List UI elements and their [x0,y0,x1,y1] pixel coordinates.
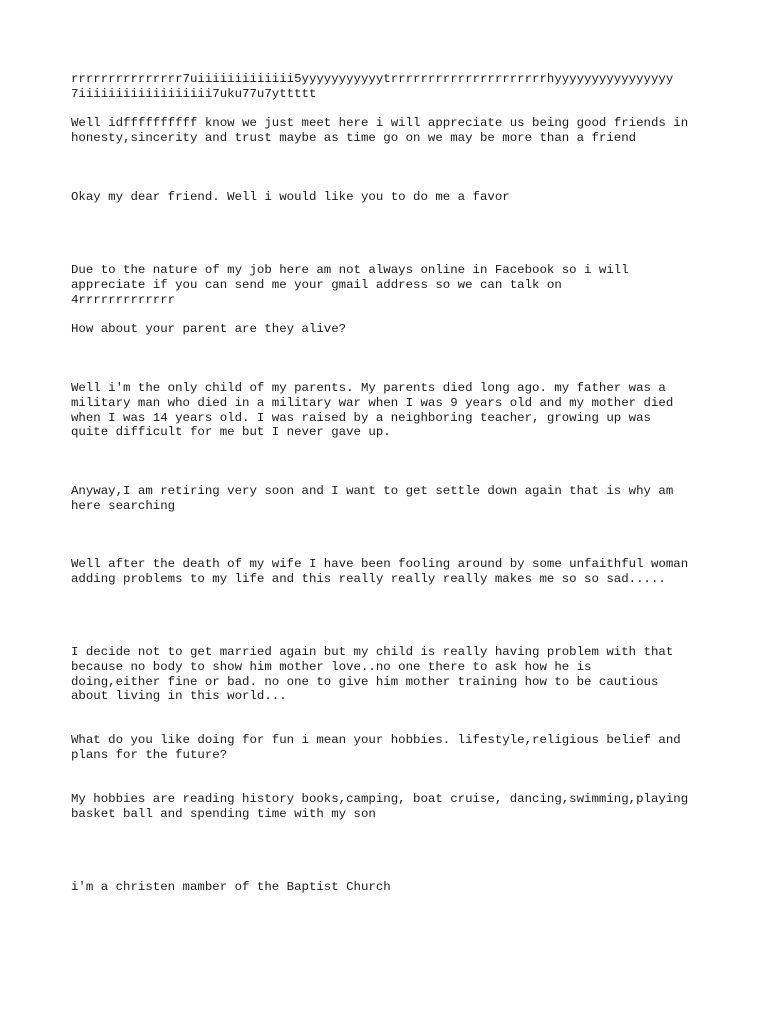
paragraph-favor: Okay my dear friend. Well i would like you to do me a favor [71,190,510,204]
paragraph-wife-death: Well after the death of my wife I have been fooling around by some unfaithful woman adding problems to my life and this really really really makes me so so sad..... [71,557,689,586]
paragraph-greeting: Well idffffffffff know we just meet here i will appreciate us being good friends in honesty,sincerity and trust maybe as time go on we may be more than a friend [71,116,689,145]
paragraph-only-child: Well i'm the only child of my parents. My parents died long ago. my father was a military man who died in a military war when I was 9 years old and my mother died when I was 14 years old. I was raised by a neighboring teacher, growing up was quite difficult for me but I never gave up. [71,381,674,440]
paragraph-hobbies-question: What do you like doing for fun i mean your hobbies. lifestyle,religious belief and plans for the future? [71,733,681,762]
paragraph-hobbies: My hobbies are reading history books,camping, boat cruise, dancing,swimming,playing basket ball and spending time with my son [71,792,689,821]
paragraph-parents-question: How about your parent are they alive? [71,322,347,336]
paragraph-gmail-request: Due to the nature of my job here am not always online in Facebook so i will appreciate if you can send me your gmail address so we can talk on 4rrrrrrrrrrrrr [71,263,629,307]
paragraph-child-problem: I decide not to get married again but my child is really having problem with that because no body to show him mother love..no one there to ask how he is doing,either fine or bad. no one to give him mother training how to be cautious about living in this world... [71,645,674,704]
paragraph-church: i'm a christen mamber of the Baptist Church [71,880,391,894]
paragraph-retiring: Anyway,I am retiring very soon and I want to get settle down again that is why am here searching [71,484,674,513]
paragraph-header-garble: rrrrrrrrrrrrrrr7uiiiiiiiiiiiii5yyyyyyyyyyytrrrrrrrrrrrrrrrrrrrrrhyyyyyyyyyyyyyyyy 7iiiiiiiiiiiiiiiiii7uku77u7yttttt [71,72,674,101]
